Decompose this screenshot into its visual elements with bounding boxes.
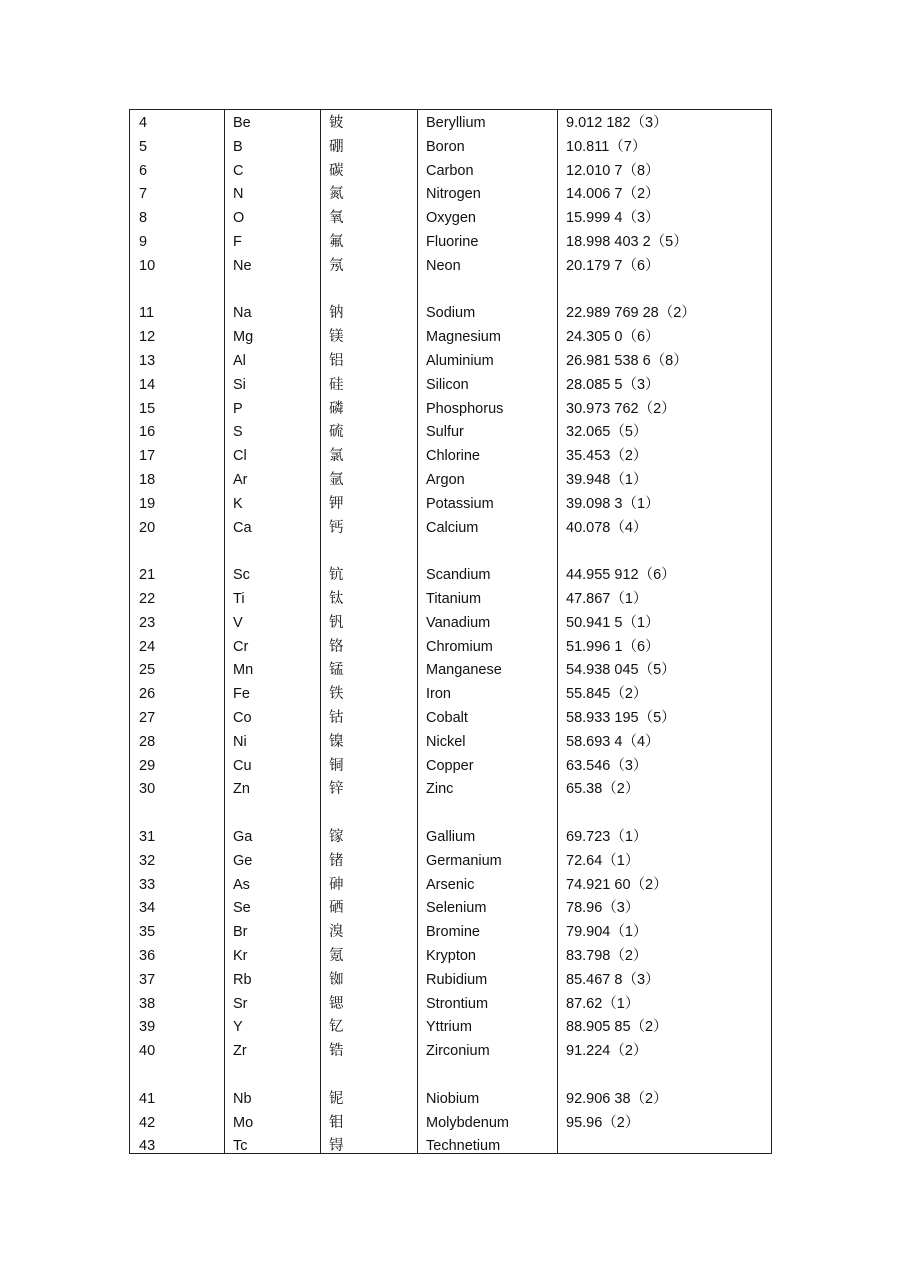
chinese-name-cell: 铁 (329, 686, 344, 703)
chinese-name-cell: 氟 (329, 234, 344, 250)
atomic-weight-cell: 65.38（2） (566, 781, 640, 798)
table-row (130, 564, 771, 588)
chinese-name-cell: 氧 (329, 210, 344, 227)
atomic-weight-cell: 79.904（1） (566, 924, 648, 941)
chinese-name-cell: 硒 (329, 900, 344, 917)
atomic-weight-cell: 39.098 3（1） (566, 495, 660, 512)
atomic-weight-cell: 20.179 7（6） (566, 257, 660, 274)
table-row (130, 850, 771, 874)
english-name-cell: Oxygen (426, 210, 476, 227)
english-name-cell: Titanium (426, 591, 482, 607)
table-row (130, 1064, 771, 1088)
table-row (130, 636, 771, 660)
atomic-number-cell: 42 (139, 1114, 156, 1131)
element-symbol-cell: Ga (233, 829, 253, 845)
table-row (130, 207, 771, 231)
atomic-weight-cell: 58.933 195（5） (566, 710, 676, 726)
english-name-cell: Scandium (426, 567, 491, 584)
atomic-weight-cell: 58.693 4（4） (566, 733, 660, 750)
chinese-name-cell: 铌 (329, 1090, 344, 1107)
table-row (130, 612, 771, 636)
chinese-name-cell: 钠 (329, 305, 344, 322)
english-name-cell: Germanium (426, 852, 502, 869)
element-symbol-cell: As (233, 876, 250, 893)
english-name-cell: Calcium (426, 519, 479, 536)
atomic-number-cell: 19 (139, 495, 156, 512)
english-name-cell: Arsenic (426, 876, 475, 893)
table-row (130, 1112, 771, 1136)
element-symbol-cell: Ne (233, 257, 252, 274)
table-row (130, 1088, 771, 1112)
atomic-weight-cell: 55.845（2） (566, 686, 648, 703)
element-symbol-cell: Ge (233, 852, 253, 869)
chinese-name-cell: 氖 (329, 257, 344, 274)
english-name-cell: Zinc (426, 781, 454, 798)
atomic-weight-cell: 9.012 182（3） (566, 115, 668, 131)
table-row (130, 993, 771, 1017)
atomic-weight-cell: 26.981 538 6（8） (566, 353, 688, 369)
atomic-weight-cell: 54.938 045（5） (566, 662, 676, 679)
english-name-cell: Vanadium (426, 614, 491, 631)
chinese-name-cell: 氯 (329, 448, 344, 465)
table-row (130, 659, 771, 683)
element-symbol-cell: Ca (233, 519, 252, 536)
element-symbol-cell: Cu (233, 757, 252, 774)
chinese-name-cell: 钒 (329, 614, 344, 631)
chinese-name-cell: 钇 (329, 1019, 344, 1036)
atomic-number-cell: 23 (139, 614, 156, 631)
atomic-weight-cell: 14.006 7（2） (566, 186, 660, 203)
element-symbol-cell: F (233, 234, 242, 250)
chinese-name-cell: 锌 (329, 781, 344, 798)
chinese-name-cell: 铍 (329, 115, 344, 131)
atomic-weight-cell: 22.989 769 28（2） (566, 305, 696, 322)
chinese-name-cell: 溴 (329, 924, 344, 941)
element-symbol-cell: K (233, 495, 243, 512)
atomic-weight-cell: 40.078（4） (566, 519, 648, 536)
atomic-weight-cell: 39.948（1） (566, 472, 648, 488)
chinese-name-cell: 钾 (329, 495, 344, 512)
element-symbol-cell: V (233, 614, 243, 631)
english-name-cell: Bromine (426, 924, 480, 941)
table-row (130, 279, 771, 303)
atomic-number-cell: 9 (139, 234, 148, 250)
table-row (130, 112, 771, 136)
atomic-weight-cell: 47.867（1） (566, 591, 648, 607)
table-row (130, 707, 771, 731)
atomic-number-cell: 18 (139, 472, 156, 488)
atomic-number-cell: 4 (139, 115, 148, 131)
english-name-cell: Boron (426, 138, 465, 155)
element-symbol-cell: Se (233, 900, 251, 917)
chinese-name-cell: 锝 (329, 1138, 344, 1155)
english-name-cell: Sulfur (426, 424, 464, 441)
english-name-cell: Cobalt (426, 710, 468, 726)
chinese-name-cell: 钛 (329, 591, 344, 607)
element-symbol-cell: C (233, 162, 244, 179)
atomic-number-cell: 25 (139, 662, 156, 679)
atomic-number-cell: 27 (139, 710, 156, 726)
atomic-weight-cell: 91.224（2） (566, 1043, 648, 1060)
english-name-cell: Nickel (426, 733, 466, 750)
table-row (130, 398, 771, 422)
element-symbol-cell: Br (233, 924, 248, 941)
english-name-cell: Neon (426, 257, 461, 274)
atomic-weight-cell: 83.798（2） (566, 948, 648, 964)
atomic-number-cell: 39 (139, 1019, 156, 1036)
english-name-cell: Molybdenum (426, 1114, 510, 1131)
english-name-cell: Phosphorus (426, 400, 504, 417)
atomic-number-cell: 31 (139, 829, 156, 845)
atomic-weight-cell: 28.085 5（3） (566, 376, 660, 393)
chinese-name-cell: 镍 (329, 733, 344, 750)
chinese-name-cell: 铝 (329, 353, 344, 369)
table-row (130, 231, 771, 255)
element-symbol-cell: Y (233, 1019, 243, 1036)
table-row (130, 874, 771, 898)
english-name-cell: Magnesium (426, 329, 501, 346)
english-name-cell: Nitrogen (426, 186, 481, 203)
chinese-name-cell: 硼 (329, 138, 344, 155)
table-row (130, 731, 771, 755)
english-name-cell: Rubidium (426, 971, 488, 988)
atomic-number-cell: 30 (139, 781, 156, 798)
atomic-weight-cell: 44.955 912（6） (566, 567, 676, 584)
chinese-name-cell: 钼 (329, 1114, 344, 1131)
element-symbol-cell: Nb (233, 1090, 252, 1107)
table-row (130, 1040, 771, 1064)
english-name-cell: Iron (426, 686, 451, 703)
element-symbol-cell: Na (233, 305, 252, 322)
atomic-weight-cell: 12.010 7（8） (566, 162, 660, 179)
element-symbol-cell: Al (233, 353, 246, 369)
table-row (130, 1135, 771, 1159)
table-row (130, 517, 771, 541)
element-symbol-cell: Mn (233, 662, 254, 679)
chinese-name-cell: 砷 (329, 876, 344, 893)
atomic-weight-cell: 51.996 1（6） (566, 638, 660, 655)
atomic-number-cell: 28 (139, 733, 156, 750)
table-row (130, 921, 771, 945)
atomic-number-cell: 29 (139, 757, 156, 774)
table-row (130, 802, 771, 826)
english-name-cell: Zirconium (426, 1043, 490, 1060)
element-symbol-cell: Zn (233, 781, 250, 798)
element-symbol-cell: Fe (233, 686, 250, 703)
element-symbol-cell: Ni (233, 733, 247, 750)
chinese-name-cell: 碳 (329, 162, 344, 179)
english-name-cell: Fluorine (426, 234, 479, 250)
atomic-number-cell: 10 (139, 257, 156, 274)
element-symbol-cell: Co (233, 710, 252, 726)
atomic-weight-cell: 30.973 762（2） (566, 400, 676, 417)
atomic-number-cell: 14 (139, 376, 156, 393)
atomic-number-cell: 11 (139, 305, 155, 322)
atomic-number-cell: 40 (139, 1043, 156, 1060)
table-row (130, 945, 771, 969)
table-row (130, 160, 771, 184)
atomic-number-cell: 32 (139, 852, 156, 869)
atomic-weight-cell: 85.467 8（3） (566, 971, 660, 988)
chinese-name-cell: 铷 (329, 971, 344, 988)
element-symbol-cell: N (233, 186, 244, 203)
element-symbol-cell: Sr (233, 995, 248, 1012)
atomic-weight-cell: 35.453（2） (566, 448, 648, 465)
atomic-weight-cell: 18.998 403 2（5） (566, 234, 688, 250)
atomic-weight-cell: 92.906 38（2） (566, 1090, 668, 1107)
atomic-weight-cell: 78.96（3） (566, 900, 640, 917)
atomic-number-cell: 36 (139, 948, 156, 964)
atomic-number-cell: 20 (139, 519, 156, 536)
chinese-name-cell: 磷 (329, 400, 344, 417)
english-name-cell: Selenium (426, 900, 487, 917)
atomic-number-cell: 7 (139, 186, 148, 203)
chinese-name-cell: 硫 (329, 424, 344, 441)
element-symbol-cell: B (233, 138, 243, 155)
atomic-number-cell: 15 (139, 400, 156, 417)
atomic-weight-cell: 24.305 0（6） (566, 329, 660, 346)
atomic-weight-cell: 74.921 60（2） (566, 876, 668, 893)
english-name-cell: Krypton (426, 948, 476, 964)
chinese-name-cell: 铜 (329, 757, 344, 774)
element-symbol-cell: Ti (233, 591, 245, 607)
table-row (130, 302, 771, 326)
element-symbol-cell: O (233, 210, 245, 227)
atomic-number-cell: 8 (139, 210, 148, 227)
element-symbol-cell: Mo (233, 1114, 254, 1131)
english-name-cell: Carbon (426, 162, 474, 179)
table-row (130, 588, 771, 612)
atomic-number-cell: 37 (139, 971, 156, 988)
atomic-weight-cell: 50.941 5（1） (566, 614, 660, 631)
chinese-name-cell: 镁 (329, 329, 344, 346)
atomic-number-cell: 13 (139, 353, 156, 369)
element-symbol-cell: Cl (233, 448, 247, 465)
atomic-number-cell: 43 (139, 1138, 156, 1155)
english-name-cell: Technetium (426, 1138, 501, 1155)
table-row (130, 778, 771, 802)
table-row (130, 469, 771, 493)
table-row (130, 683, 771, 707)
atomic-number-cell: 16 (139, 424, 156, 441)
atomic-weight-cell: 88.905 85（2） (566, 1019, 668, 1036)
english-name-cell: Strontium (426, 995, 489, 1012)
element-symbol-cell: Sc (233, 567, 250, 584)
atomic-number-cell: 35 (139, 924, 156, 941)
english-name-cell: Gallium (426, 829, 476, 845)
table-row (130, 897, 771, 921)
table-row (130, 540, 771, 564)
atomic-weight-cell: 63.546（3） (566, 757, 648, 774)
english-name-cell: Aluminium (426, 353, 494, 369)
element-symbol-cell: S (233, 424, 243, 441)
atomic-weight-cell: 10.811（7） (566, 138, 647, 155)
table-row (130, 255, 771, 279)
chinese-name-cell: 钪 (329, 567, 344, 584)
atomic-weight-cell: 87.62（1） (566, 995, 640, 1012)
chinese-name-cell: 锆 (329, 1043, 344, 1060)
atomic-number-cell: 12 (139, 329, 156, 346)
table-row (130, 493, 771, 517)
english-name-cell: Beryllium (426, 115, 486, 131)
table-row (130, 183, 771, 207)
atomic-number-cell: 41 (139, 1090, 156, 1107)
table-row (130, 445, 771, 469)
chinese-name-cell: 锶 (329, 995, 344, 1012)
chinese-name-cell: 钙 (329, 519, 344, 536)
element-symbol-cell: Si (233, 376, 246, 393)
english-name-cell: Silicon (426, 376, 469, 393)
atomic-number-cell: 38 (139, 995, 156, 1012)
element-symbol-cell: Mg (233, 329, 254, 346)
chinese-name-cell: 氪 (329, 948, 344, 964)
chinese-name-cell: 硅 (329, 376, 344, 393)
element-table (129, 109, 772, 1154)
atomic-weight-cell: 15.999 4（3） (566, 210, 660, 227)
table-row (130, 969, 771, 993)
english-name-cell: Chromium (426, 638, 493, 655)
table-row (130, 374, 771, 398)
atomic-number-cell: 24 (139, 638, 156, 655)
english-name-cell: Sodium (426, 305, 476, 322)
element-symbol-cell: Ar (233, 472, 248, 488)
element-symbol-cell: P (233, 400, 243, 417)
atomic-number-cell: 33 (139, 876, 156, 893)
table-row (130, 326, 771, 350)
atomic-weight-cell: 32.065（5） (566, 424, 648, 441)
table-row (130, 826, 771, 850)
element-symbol-cell: Cr (233, 638, 249, 655)
atomic-number-cell: 26 (139, 686, 156, 703)
element-symbol-cell: Tc (233, 1138, 248, 1155)
table-row (130, 1016, 771, 1040)
english-name-cell: Niobium (426, 1090, 480, 1107)
element-symbol-cell: Rb (233, 971, 252, 988)
atomic-number-cell: 22 (139, 591, 156, 607)
chinese-name-cell: 氮 (329, 186, 344, 203)
atomic-number-cell: 5 (139, 138, 148, 155)
chinese-name-cell: 锗 (329, 852, 344, 869)
atomic-number-cell: 6 (139, 162, 148, 179)
element-symbol-cell: Zr (233, 1043, 247, 1060)
english-name-cell: Manganese (426, 662, 502, 679)
table-row (130, 421, 771, 445)
element-symbol-cell: Be (233, 115, 251, 131)
atomic-weight-cell: 95.96（2） (566, 1114, 640, 1131)
english-name-cell: Potassium (426, 495, 494, 512)
table-row (130, 136, 771, 160)
chinese-name-cell: 铬 (329, 638, 344, 655)
atomic-weight-cell: 69.723（1） (566, 829, 648, 845)
english-name-cell: Argon (426, 472, 465, 488)
english-name-cell: Yttrium (426, 1019, 472, 1036)
atomic-number-cell: 34 (139, 900, 156, 917)
element-symbol-cell: Kr (233, 948, 248, 964)
atomic-number-cell: 21 (139, 567, 156, 584)
table-row (130, 350, 771, 374)
chinese-name-cell: 镓 (329, 829, 344, 845)
english-name-cell: Copper (426, 757, 474, 774)
chinese-name-cell: 氩 (329, 472, 344, 488)
chinese-name-cell: 钴 (329, 710, 344, 726)
table-row (130, 755, 771, 779)
english-name-cell: Chlorine (426, 448, 480, 465)
atomic-number-cell: 17 (139, 448, 156, 465)
atomic-weight-cell: 72.64（1） (566, 852, 640, 869)
chinese-name-cell: 锰 (329, 662, 344, 679)
